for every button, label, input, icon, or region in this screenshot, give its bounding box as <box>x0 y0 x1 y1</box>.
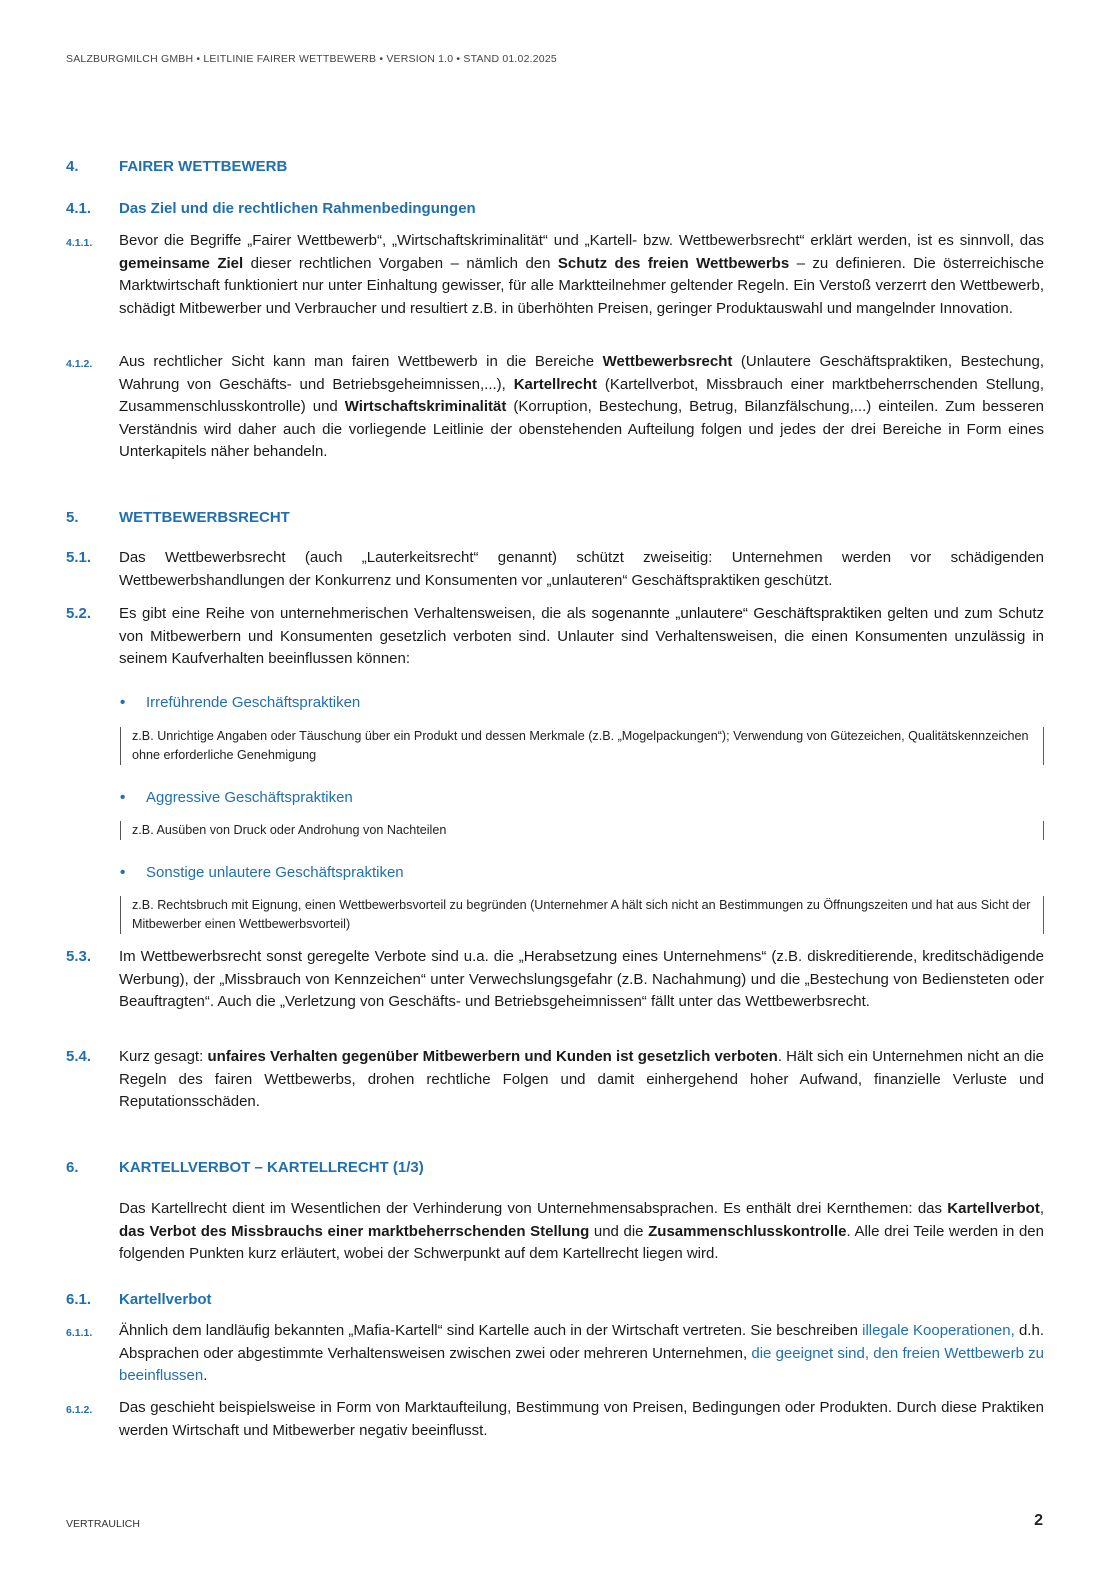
paragraph-text: Im Wettbewerbsrecht sonst geregelte Verbote sind u.a. die „Herabsetzung eines Unternehmens“ (z.B. diskreditierende, kreditschädigende Werbung), der „Missbrauch von Kennzeichen“ unter Verwechslungsgefahr (z.B. Nachahmung) und die „Bestechung von Bediensteten oder Beauftragten“. Auch die „Verletzung von Geschäfts- und Betriebsgeheimnissen“ fällt unter das Wettbewerbsrecht. <box>119 948 1044 1010</box>
confidentiality-label: VERTRAULICH <box>66 1518 140 1530</box>
emphasis: Wettbewerbsrecht <box>602 353 733 370</box>
subsection-title: Kartellverbot <box>119 1291 212 1308</box>
text: . Hält sich ein Unternehmen nicht an die Regeln des fairen Wettbewerbs, drohen rechtliche Folgen und damit einhergehend hoher Aufwand, finanzielle Verluste und Reputationsschäden. <box>119 1048 1045 1110</box>
bullet-item <box>120 694 360 711</box>
section-number: 5. <box>66 509 79 526</box>
bullet-icon: • <box>120 694 126 711</box>
text: dieser rechtlichen Vorgaben – nämlich den <box>243 254 558 272</box>
example-note: z.B. Ausüben von Druck oder Androhung von Nachteilen <box>120 821 1044 840</box>
paragraph-number: 5.2. <box>66 605 92 622</box>
section-title: WETTBEWERBSRECHT <box>119 509 290 526</box>
paragraph-number: 5.1. <box>66 549 92 566</box>
section-number: 6. <box>66 1159 79 1176</box>
paragraph-5-4 <box>66 1046 1044 1114</box>
bullet-label: Irreführende Geschäftspraktiken <box>146 694 361 711</box>
text: Es gibt eine Reihe von unternehmerischen Verhaltensweisen, die als <box>119 605 592 622</box>
document-header: SALZBURGMILCH GMBH • LEITLINIE FAIRER WETTBEWERB • VERSION 1.0 • STAND 01.02.2025 <box>66 53 557 65</box>
paragraph-5-2 <box>66 603 1044 671</box>
text: (Kartellverbot, Missbrauch einer marktbeherrschenden Stellung, Zusammenschlusskontrolle) und <box>119 375 1044 415</box>
bullet-label: Aggressive Geschäftspraktiken <box>146 789 353 806</box>
paragraph-5-1 <box>66 547 1044 592</box>
bullet-item <box>120 864 404 881</box>
text: gelten und zum Schutz von Mitbewerbern und Konsumenten gesetzlich verboten sind. Unlauter sind Verhaltensweisen, die einen Konsumenten unzulässig in seinem Kaufverhalten beeinflussen können: <box>119 605 1044 667</box>
text: . <box>203 1367 208 1384</box>
subsection-title: Das Ziel und die rechtlichen Rahmenbedingungen <box>119 200 476 217</box>
paragraph-number: 6.1.1. <box>66 1327 93 1339</box>
paragraph-5-3 <box>66 946 1044 1014</box>
emphasis: Zusammenschlusskontrolle <box>648 1222 847 1240</box>
text: Bevor die Begriffe „Fairer Wettbewerb“, „Wirtschaftskriminalität“ und „Kartell- bzw. Wettbewerbsrecht“ erklärt werden, ist es sinnvoll, das <box>119 232 1044 249</box>
paragraph-text: Das geschieht beispielsweise in Form von Marktaufteilung, Bestimmung von Preisen, Bedingungen oder Produkten. Durch diese Praktiken werden Wirtschaft und Mitbewerber negativ beeinflusst. <box>119 1399 1044 1439</box>
paragraph-text: Das Wettbewerbsrecht (auch „Lauterkeitsrecht“ genannt) schützt zweiseitig: Unternehmen werden vor schädigenden Wettbewerbshandlungen der Konkurrenz und Konsumenten vor „unlauteren“ Geschäftspraktiken geschützt. <box>119 549 1044 589</box>
emphasis: Kartellverbot <box>947 1200 1040 1217</box>
text: und die <box>589 1222 649 1240</box>
paragraph-number: 5.3. <box>66 948 92 965</box>
paragraph-4-1-2 <box>66 351 1044 464</box>
subsection-4-1-heading <box>66 200 476 217</box>
term: sogenannte „unlautere“ Geschäftspraktiken <box>591 605 882 622</box>
section-6-intro <box>66 1198 1044 1266</box>
highlighted-term: die geeignet sind, den freien Wettbewerb zu beeinflussen <box>119 1344 1045 1384</box>
subsection-6-1-heading <box>66 1291 212 1308</box>
text: Kurz gesagt: <box>119 1048 208 1065</box>
bullet-icon: • <box>120 864 126 881</box>
text: – zu definieren. Die österreichische Marktwirtschaft funktioniert nur unter Einhaltung gewisser, für alle Marktteilnehmer geltender Regeln. Ein Verstoß verzerrt den Wettbewerb, schädigt Mitbewerber und Verbraucher und resultiert z.B. in überhöhten Preisen, geringer Produktauswahl und mangelnder Innovation. <box>119 254 1044 317</box>
text: d.h. Absprachen oder abgestimmte Verhaltensweisen zwischen zwei oder mehreren Unternehmen, <box>119 1322 1044 1362</box>
text: (Korruption, Bestechung, Betrug, Bilanzfälschung,...) einteilen. Zum besseren Verständnis wird daher auch die vorliegende Leitlinie der obenstehenden Aufteilung folgen und jedes der drei Bereiche in Form eines Unterkapitels näher behandeln. <box>119 398 1045 460</box>
text: Aus rechtlicher Sicht kann man fairen Wettbewerb in die Bereiche <box>119 353 603 370</box>
subsection-number: 4.1. <box>66 200 92 217</box>
emphasis: unfaires Verhalten gegenüber Mitbewerbern und Kunden ist gesetzlich verboten <box>207 1048 778 1065</box>
highlighted-term: illegale Kooperationen, <box>862 1322 1015 1339</box>
example-note: z.B. Rechtsbruch mit Eignung, einen Wettbewerbsvorteil zu begründen (Unternehmer A hält sich nicht an Bestimmungen zu Öffnungszeiten und hat aus Sicht der Mitbewerber einen Wettbewerbsvorteil) <box>120 896 1044 934</box>
section-title: FAIRER WETTBEWERB <box>119 158 288 175</box>
emphasis: das Verbot des Missbrauchs einer marktbeherrschenden Stellung <box>119 1222 590 1240</box>
paragraph-number: 4.1.1. <box>66 237 93 249</box>
emphasis: gemeinsame Ziel <box>119 254 244 272</box>
section-number: 4. <box>66 158 79 175</box>
paragraph-number: 4.1.2. <box>66 358 93 370</box>
subsection-number: 6.1. <box>66 1291 92 1308</box>
emphasis: Kartellrecht <box>513 375 598 393</box>
paragraph-number: 6.1.2. <box>66 1404 93 1416</box>
page-number: 2 <box>1034 1512 1043 1529</box>
text: . Alle drei Teile werden in den folgenden Punkten kurz erläutert, wobei der Schwerpunkt auf dem Kartellrecht liegen wird. <box>119 1222 1044 1262</box>
text: Ähnlich dem landläufig bekannten „Mafia-Kartell“ sind Kartelle auch in der Wirtschaft vertreten. Sie beschreiben <box>119 1322 863 1339</box>
bullet-icon: • <box>120 789 126 806</box>
bullet-label: Sonstige unlautere Geschäftspraktiken <box>146 864 404 881</box>
section-4-heading <box>66 158 287 175</box>
paragraph-6-1-1 <box>66 1320 1044 1388</box>
paragraph-number: 5.4. <box>66 1048 92 1065</box>
example-note: z.B. Unrichtige Angaben oder Täuschung über ein Produkt und dessen Merkmale (z.B. „Mogelpackungen“); Verwendung von Gütezeichen, Qualitätskennzeichen ohne erforderliche Genehmigung <box>120 727 1044 765</box>
text: , <box>1039 1200 1044 1217</box>
emphasis: Schutz des freien Wettbewerbs <box>557 254 790 272</box>
section-title: KARTELLVERBOT – KARTELLRECHT (1/3) <box>119 1159 424 1176</box>
section-5-heading <box>66 509 290 526</box>
text: Das Kartellrecht dient im Wesentlichen der Verhinderung von Unternehmensabsprachen. Es enthält drei Kernthemen: das <box>119 1200 948 1217</box>
section-6-heading <box>66 1159 424 1176</box>
emphasis: Wirtschaftskriminalität <box>344 398 507 415</box>
paragraph-6-1-2 <box>66 1397 1044 1442</box>
text: (Unlautere Geschäftspraktiken, Bestechung, Wahrung von Geschäfts- und Betriebsgeheimnissen,...), <box>119 353 1044 393</box>
bullet-item <box>120 789 353 806</box>
paragraph-4-1-1 <box>66 230 1044 320</box>
